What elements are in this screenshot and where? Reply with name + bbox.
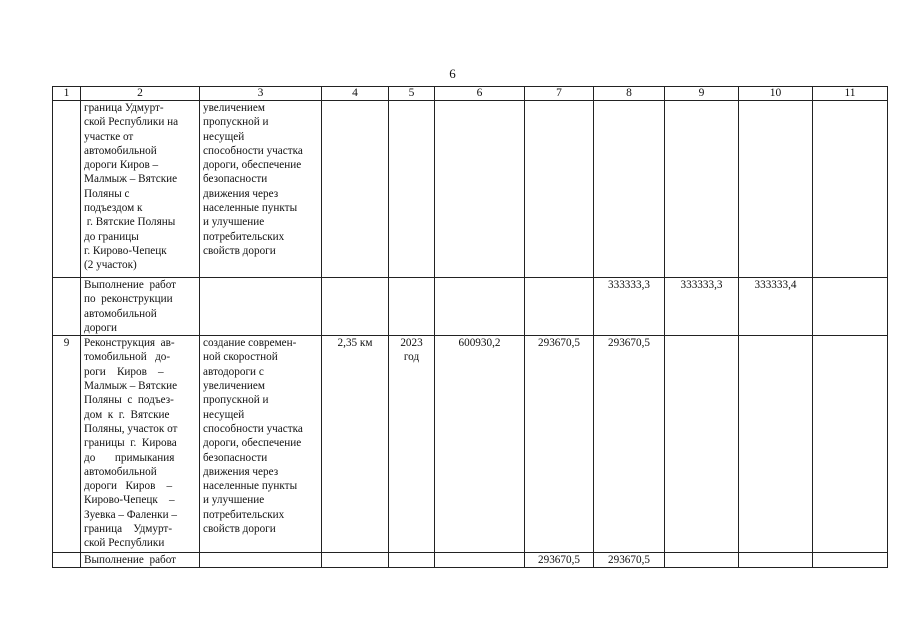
value-cell [665, 553, 739, 568]
cost-cell [435, 101, 525, 278]
value-cell [665, 336, 739, 553]
object-name-cell: Выполнение работ [81, 553, 200, 568]
value-cell [739, 553, 813, 568]
value-cell [813, 101, 888, 278]
purpose-cell [200, 278, 322, 336]
capacity-cell [322, 101, 389, 278]
value-cell [594, 101, 665, 278]
table-row [53, 101, 888, 278]
value-cell: 293670,5 [525, 336, 594, 553]
value-cell [665, 101, 739, 278]
page-number: 6 [449, 66, 456, 81]
value-cell [813, 278, 888, 336]
document-table [52, 86, 888, 568]
table-row [53, 278, 888, 336]
capacity-cell [322, 553, 389, 568]
value-cell [813, 336, 888, 553]
row-number-cell [53, 278, 81, 336]
value-cell: 293670,5 [594, 553, 665, 568]
object-name-cell: Выполнение работ по реконструкции автомобильной дороги [81, 278, 200, 336]
header-cell: 2 [81, 87, 200, 101]
value-cell [525, 278, 594, 336]
value-cell: 293670,5 [594, 336, 665, 553]
capacity-cell: 2,35 км [322, 336, 389, 553]
year-cell [389, 101, 435, 278]
value-cell [525, 101, 594, 278]
header-cell: 10 [739, 87, 813, 101]
value-cell [739, 101, 813, 278]
value-cell [813, 553, 888, 568]
header-cell: 11 [813, 87, 888, 101]
value-cell: 333333,4 [739, 278, 813, 336]
header-cell: 7 [525, 87, 594, 101]
header-cell: 9 [665, 87, 739, 101]
value-cell: 293670,5 [525, 553, 594, 568]
object-name-cell: граница Удмурт- ской Республики на участке от автомобильной дороги Киров – Малмыж – Вятские Поляны с подъездом к г. Вятские Поляны до границы г. Кирово-Чепецк (2 участок) [81, 101, 200, 278]
year-cell [389, 278, 435, 336]
purpose-cell: создание современ- ной скоростной автодороги с увеличением пропускной и несущей способности участка дороги, обеспечение безопасности движения через населенные пункты и улучшение потребительских свойств дороги [200, 336, 322, 553]
object-name-cell: Реконструкция ав- томобильной до- роги Киров – Малмыж – Вятские Поляны с подъез- дом к г. Вятские Поляны, участок от границы г. Кирова до примыкания автомобильной дороги Киров – Кирово-Чепецк – Зуевка – Фаленки – граница Удмурт- ской Республики [81, 336, 200, 553]
row-number-cell [53, 553, 81, 568]
value-cell [739, 336, 813, 553]
header-cell: 4 [322, 87, 389, 101]
capacity-cell [322, 278, 389, 336]
table-row [53, 553, 888, 568]
year-cell: 2023 год [389, 336, 435, 553]
header-cell: 5 [389, 87, 435, 101]
purpose-cell [200, 553, 322, 568]
value-cell: 333333,3 [665, 278, 739, 336]
header-cell: 6 [435, 87, 525, 101]
header-cell: 8 [594, 87, 665, 101]
row-number-cell [53, 101, 81, 278]
year-cell [389, 553, 435, 568]
cost-cell [435, 278, 525, 336]
value-cell: 333333,3 [594, 278, 665, 336]
cost-cell [435, 553, 525, 568]
row-number-cell: 9 [53, 336, 81, 553]
header-cell: 1 [53, 87, 81, 101]
table-row [53, 336, 888, 553]
header-row [53, 87, 888, 101]
purpose-cell: увеличением пропускной и несущей способности участка дороги, обеспечение безопасности движения через населенные пункты и улучшение потребительских свойств дороги [200, 101, 322, 278]
header-cell: 3 [200, 87, 322, 101]
cost-cell: 600930,2 [435, 336, 525, 553]
